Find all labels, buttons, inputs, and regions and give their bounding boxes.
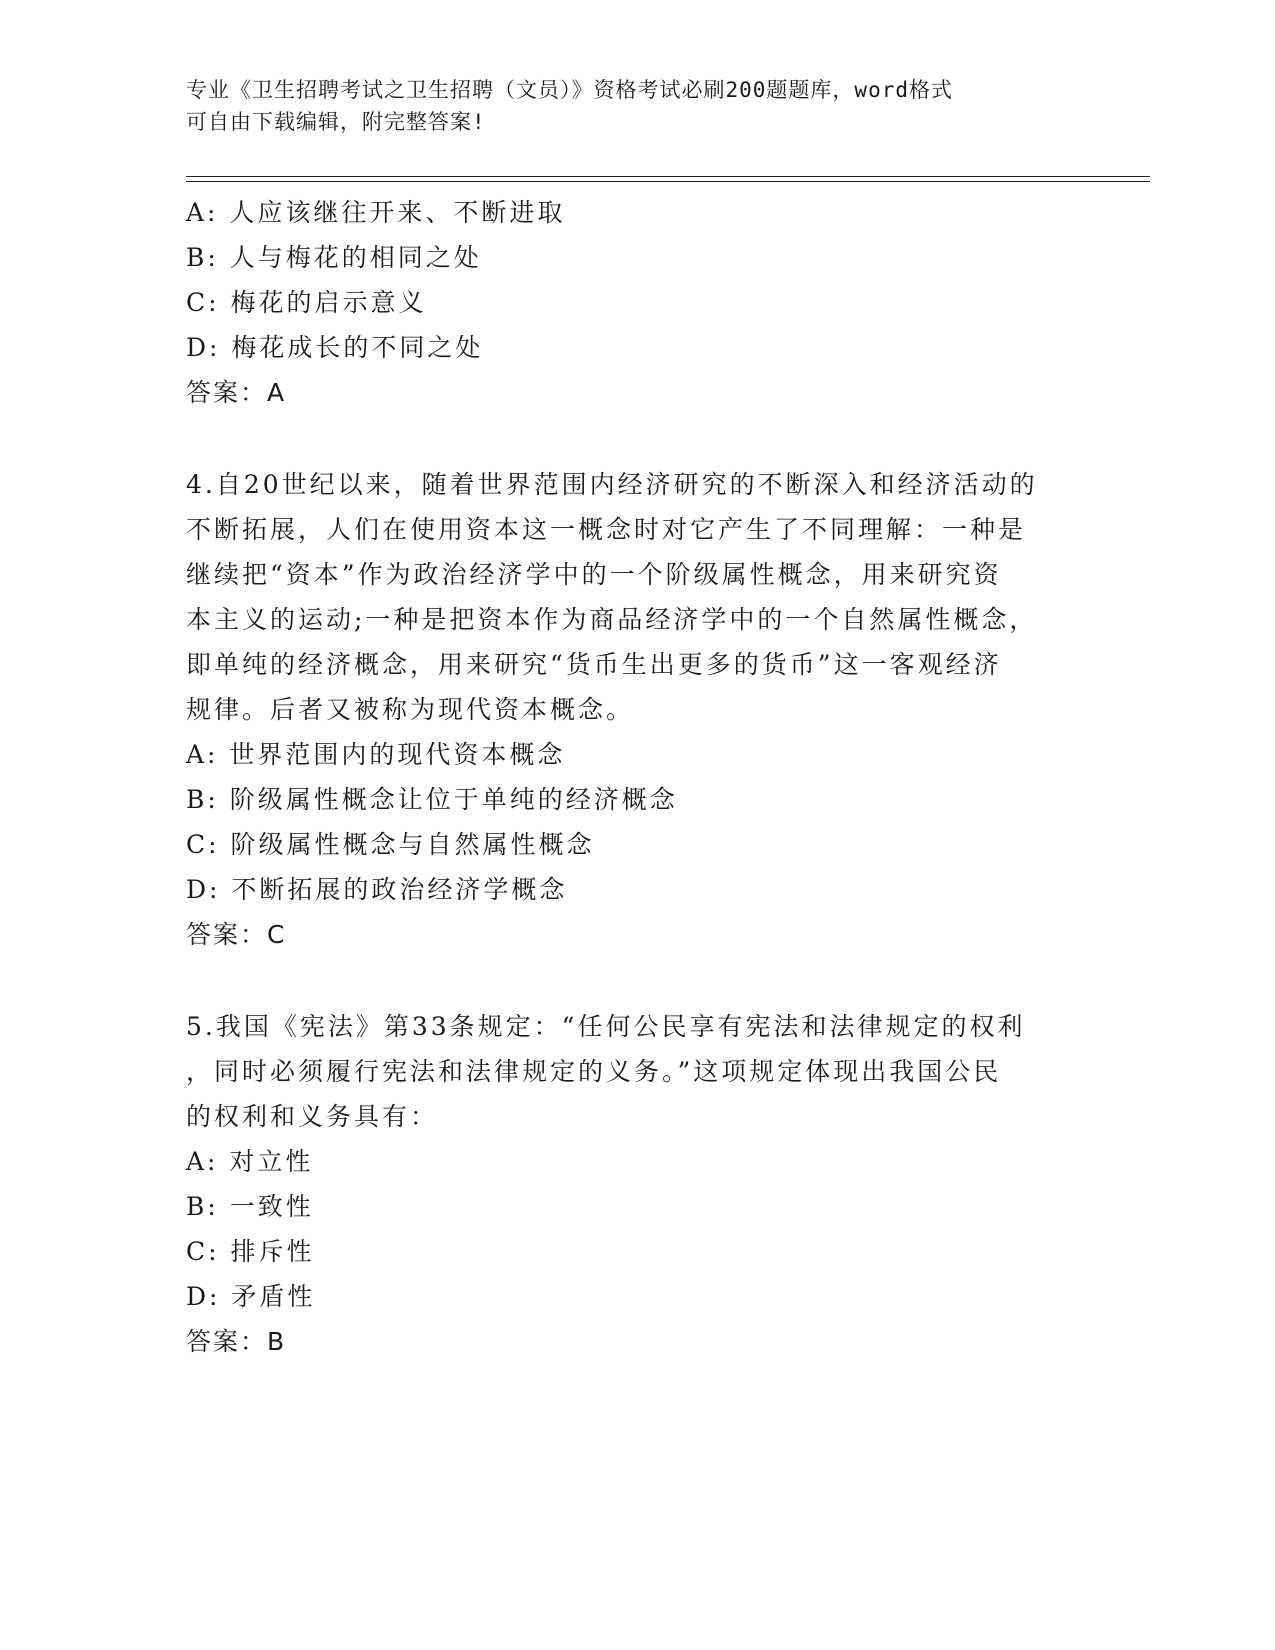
- q5-answer: 答案：B: [186, 1327, 287, 1356]
- q3-option-a: A: 人应该继往开来、不断进取: [186, 198, 566, 227]
- header-rule-top: [186, 176, 1150, 177]
- q5-stem-line: 的权利和义务具有：: [186, 1102, 439, 1131]
- document-header: [186, 74, 1066, 138]
- question-3: [186, 190, 1086, 416]
- q3-answer: 答案：A: [186, 378, 287, 407]
- q4-stem-line: 规律。后者又被称为现代资本概念。: [186, 695, 635, 724]
- q5-stem-line: 5.我国《宪法》第33条规定：“任何公民享有宪法和法律规定的权利: [186, 1012, 1026, 1041]
- q3-option-b: B: 人与梅花的相同之处: [186, 243, 482, 272]
- q5-option-c: C: 排斥性: [186, 1237, 315, 1266]
- question-4: [186, 462, 1086, 958]
- q4-stem-line: 4.自20世纪以来，随着世界范围内经济研究的不断深入和经济活动的: [186, 470, 1038, 499]
- question-5: [186, 1004, 1086, 1365]
- q4-option-a: A: 世界范围内的现代资本概念: [186, 740, 566, 769]
- q5-stem-line: ，同时必须履行宪法和法律规定的义务。”这项规定体现出我国公民: [186, 1057, 1002, 1086]
- q4-stem-line: 不断拓展，人们在使用资本这一概念时对它产生了不同理解：一种是: [186, 515, 1027, 544]
- q4-option-d: D: 不断拓展的政治经济学概念: [186, 875, 568, 904]
- q5-option-d: D: 矛盾性: [186, 1282, 316, 1311]
- q3-option-c: C: 梅花的启示意义: [186, 288, 427, 317]
- q4-stem-line: 即单纯的经济概念，用来研究“货币生出更多的货币”这一客观经济: [186, 650, 1002, 679]
- header-rule-bottom: [186, 181, 1150, 182]
- document-body: [186, 190, 1086, 1365]
- q3-option-d: D: 梅花成长的不同之处: [186, 333, 484, 362]
- q5-option-b: B: 一致性: [186, 1192, 314, 1221]
- q5-option-a: A: 对立性: [186, 1147, 314, 1176]
- spacer: [186, 958, 1086, 1004]
- q4-stem-line: 继续把“资本”作为政治经济学中的一个阶级属性概念，用来研究资: [186, 560, 1002, 589]
- q4-answer: 答案：C: [186, 920, 287, 949]
- q4-stem-line: 本主义的运动;一种是把资本作为商品经济学中的一个自然属性概念，: [186, 605, 1038, 634]
- q4-option-b: B: 阶级属性概念让位于单纯的经济概念: [186, 785, 678, 814]
- q4-option-c: C: 阶级属性概念与自然属性概念: [186, 830, 595, 859]
- header-line-2: 可自由下载编辑，附完整答案!: [186, 110, 486, 134]
- spacer: [186, 416, 1086, 462]
- header-line-1: 专业《卫生招聘考试之卫生招聘（文员）》资格考试必刷200题题库，word格式: [186, 78, 953, 102]
